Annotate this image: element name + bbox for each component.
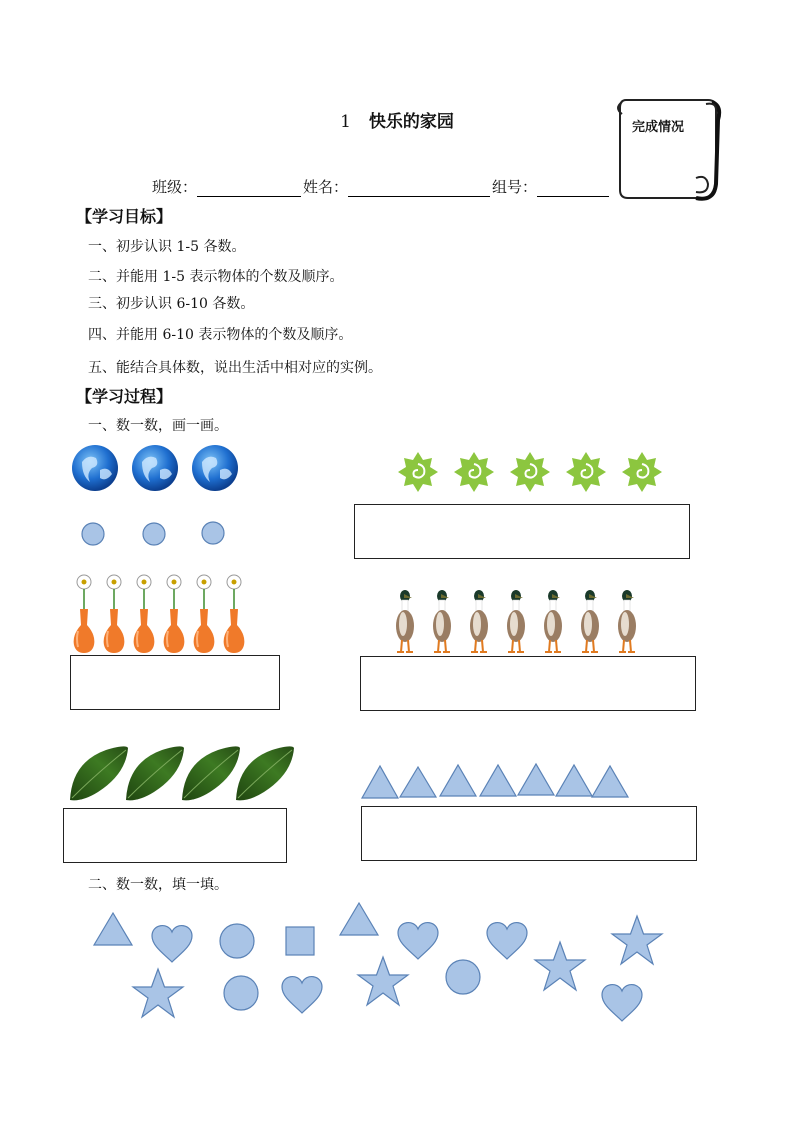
triangle-shape bbox=[440, 765, 476, 796]
heart-shape bbox=[398, 923, 438, 959]
exercise-2-label: 二、数一数，填一填。 bbox=[88, 877, 228, 893]
group-label: 组号： bbox=[492, 178, 538, 196]
leaf-icon bbox=[236, 746, 294, 800]
vase-icon bbox=[104, 575, 125, 653]
goal-item: 一、初步认识 1-5 各数。 bbox=[88, 239, 246, 255]
circle-shape bbox=[202, 522, 224, 544]
leaves-row bbox=[68, 744, 296, 810]
circle-shape bbox=[224, 976, 258, 1010]
star-shape bbox=[612, 916, 662, 964]
globe-icon bbox=[192, 445, 238, 491]
ducks-row bbox=[392, 588, 644, 660]
heart-shape bbox=[602, 985, 642, 1021]
goal-item: 四、并能用 6-10 表示物体的个数及顺序。 bbox=[88, 327, 353, 343]
square-shape bbox=[286, 927, 314, 955]
duck-icon bbox=[581, 590, 599, 652]
goal-item: 二、并能用 1-5 表示物体的个数及顺序。 bbox=[88, 269, 344, 285]
group-blank[interactable] bbox=[537, 182, 609, 197]
duck-icon bbox=[507, 590, 525, 652]
star-shape bbox=[133, 969, 183, 1017]
mixed-shapes bbox=[0, 895, 794, 1034]
vase-icon bbox=[74, 575, 95, 653]
globe-icon bbox=[132, 445, 178, 491]
heart-shape bbox=[152, 926, 192, 962]
lesson-number: 1 bbox=[340, 112, 351, 132]
process-heading: 【学习过程】 bbox=[76, 387, 173, 406]
answer-box-leaves[interactable] bbox=[63, 808, 287, 863]
flower-icon bbox=[622, 452, 662, 492]
flower-icon bbox=[398, 452, 438, 492]
flowers-row bbox=[396, 450, 672, 498]
duck-icon bbox=[544, 590, 562, 652]
globe-icon bbox=[72, 445, 118, 491]
circle-shape bbox=[446, 960, 480, 994]
class-label: 班级： bbox=[152, 178, 198, 196]
vase-icon bbox=[224, 575, 245, 653]
vase-icon bbox=[134, 575, 155, 653]
heart-shape bbox=[282, 977, 322, 1013]
circle-shape bbox=[82, 523, 104, 545]
class-blank[interactable] bbox=[197, 182, 301, 197]
triangles-row bbox=[360, 762, 632, 804]
triangle-shape bbox=[400, 767, 436, 797]
circles-row bbox=[80, 520, 230, 554]
flower-icon bbox=[566, 452, 606, 492]
student-info-line bbox=[152, 176, 611, 197]
vases-row bbox=[68, 573, 254, 659]
answer-box-vases[interactable] bbox=[70, 655, 280, 710]
circle-shape bbox=[143, 523, 165, 545]
star-shape bbox=[358, 957, 408, 1005]
completion-label: 完成情况 bbox=[632, 120, 685, 135]
answer-box-ducks[interactable] bbox=[360, 656, 696, 711]
duck-icon bbox=[470, 590, 488, 652]
answer-box-triangles[interactable] bbox=[361, 806, 697, 861]
leaf-icon bbox=[182, 746, 240, 800]
vase-icon bbox=[194, 575, 215, 653]
answer-box-flowers[interactable] bbox=[354, 504, 690, 559]
flower-icon bbox=[454, 452, 494, 492]
heart-shape bbox=[487, 923, 527, 959]
triangle-shape bbox=[340, 903, 378, 935]
triangle-shape bbox=[94, 913, 132, 945]
goal-item: 三、初步认识 6-10 各数。 bbox=[88, 296, 255, 312]
name-label: 姓名： bbox=[303, 178, 349, 196]
circle-shape bbox=[220, 924, 254, 958]
star-shape bbox=[535, 942, 585, 990]
duck-icon bbox=[433, 590, 451, 652]
lesson-title: 快乐的家园 bbox=[368, 112, 454, 132]
globes-row bbox=[70, 444, 242, 498]
triangle-shape bbox=[480, 765, 516, 796]
goals-heading: 【学习目标】 bbox=[76, 207, 173, 226]
vase-icon bbox=[164, 575, 185, 653]
triangle-shape bbox=[556, 765, 592, 796]
flower-icon bbox=[510, 452, 550, 492]
triangle-shape bbox=[362, 766, 398, 798]
goal-item: 五、能结合具体数，说出生活中相对应的实例。 bbox=[88, 360, 382, 376]
duck-icon bbox=[618, 590, 636, 652]
leaf-icon bbox=[70, 746, 128, 800]
triangle-shape bbox=[518, 764, 554, 795]
leaf-icon bbox=[126, 746, 184, 800]
name-blank[interactable] bbox=[348, 182, 490, 197]
exercise-1-label: 一、数一数，画一画。 bbox=[88, 418, 228, 434]
duck-icon bbox=[396, 590, 414, 652]
triangle-shape bbox=[592, 766, 628, 797]
completion-scroll bbox=[612, 94, 724, 204]
